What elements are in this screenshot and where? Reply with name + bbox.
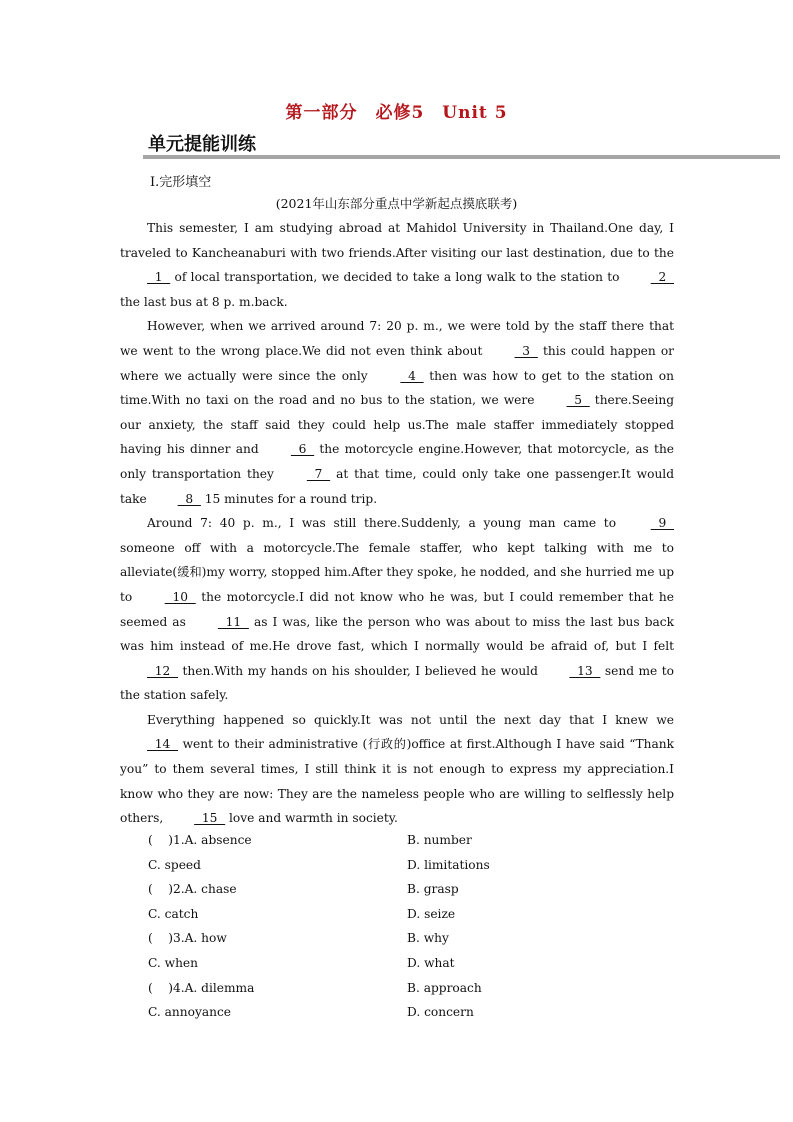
passage-text: went to their administrative (行政的)office at first.Although I have said “Thank you” to them several times, I still think it is not enough to express my appreciation.I know who they are now: They are the nameless people who are willing to selflessly help others, bbox=[120, 737, 674, 826]
blank-14: 14 bbox=[147, 737, 179, 752]
passage-text: Around 7: 40 p. m., I was still there.Suddenly, a young man came to bbox=[147, 516, 624, 531]
passage-text: This semester, I am studying abroad at Mahidol University in Thailand.One day, I traveled to Kancheanaburi with two friends.After visiting our last destination, due to the bbox=[120, 221, 674, 260]
option-a: ( )3.A. how bbox=[148, 931, 227, 946]
option-c: C. catch bbox=[148, 906, 199, 921]
question-4-row-ab bbox=[148, 976, 668, 1001]
question-2-row-ab bbox=[148, 877, 668, 902]
option-b: B. grasp bbox=[407, 882, 459, 897]
blank-8: 8 bbox=[177, 491, 201, 506]
blank-1: 1 bbox=[147, 270, 171, 285]
section-title: 单元提能训练 bbox=[148, 134, 256, 155]
passage-text: then.With my hands on his shoulder, I believed he would bbox=[178, 663, 543, 678]
option-b: B. why bbox=[407, 931, 449, 946]
passage-text: send me to the station safely. bbox=[120, 663, 674, 703]
passage-text: the motorcycle engine.However, that motorcycle, as the only transportation they bbox=[120, 442, 675, 481]
passage-text: of local transportation, we decided to take a long walk to the station to bbox=[170, 270, 624, 285]
passage-text: love and warmth in society. bbox=[225, 811, 398, 826]
passage-paragraph bbox=[120, 314, 674, 511]
passage-paragraph bbox=[120, 708, 674, 831]
question-4-row-cd bbox=[148, 1000, 668, 1025]
passage-text: this could happen or where we actually were since the only bbox=[120, 343, 674, 383]
option-d: D. what bbox=[407, 955, 455, 970]
question-1-row-cd bbox=[148, 853, 668, 878]
blank-9: 9 bbox=[650, 516, 674, 531]
question-3-row-ab bbox=[148, 926, 668, 951]
passage-paragraph bbox=[120, 511, 674, 708]
blank-12: 12 bbox=[147, 663, 179, 678]
blank-2: 2 bbox=[650, 270, 674, 285]
cloze-passage bbox=[120, 216, 674, 831]
blank-15: 15 bbox=[194, 811, 226, 826]
blank-10: 10 bbox=[164, 589, 196, 604]
question-2-row-cd bbox=[148, 902, 668, 927]
passage-text: the motorcycle.I did not know who he was, but I could remember that he seemed as bbox=[120, 589, 674, 629]
option-d: D. limitations bbox=[407, 857, 490, 872]
passage-text: However, when we arrived around 7: 20 p. m., we were told by the staff there that we went to the wrong place.We did not even think about bbox=[120, 319, 674, 358]
option-b: B. approach bbox=[407, 980, 482, 995]
option-c: C. when bbox=[148, 955, 198, 970]
option-d: D. concern bbox=[407, 1005, 474, 1020]
passage-text: someone off with a motorcycle.The female staffer, who kept talking with me to alleviate(缓和)my worry, stopped him.After they spoke, he nodded, and she hurried me up to bbox=[120, 540, 674, 604]
option-c: C. annoyance bbox=[148, 1005, 231, 1020]
question-1-row-ab bbox=[148, 828, 668, 853]
passage-paragraph bbox=[120, 216, 674, 314]
passage-text: then was how to get to the station on time.With no taxi on the road and no bus to the station, we were bbox=[120, 368, 674, 408]
option-a: ( )1.A. absence bbox=[148, 833, 252, 847]
answer-options bbox=[148, 828, 668, 1025]
passage-text: there.Seeing our anxiety, the staff said they could help us.The male staffer immediately stopped having his dinner and bbox=[120, 393, 675, 457]
option-b: B. number bbox=[407, 833, 472, 847]
section-divider bbox=[143, 155, 780, 159]
question-3-row-cd bbox=[148, 951, 668, 976]
passage-text: the last bus at 8 p. m.back. bbox=[120, 294, 288, 309]
page-title: 第一部分 必修5 Unit 5 bbox=[285, 103, 508, 123]
passage-text: Everything happened so quickly.It was not until the next day that I knew we bbox=[147, 712, 674, 727]
blank-4: 4 bbox=[400, 368, 424, 383]
blank-5: 5 bbox=[566, 393, 590, 408]
blank-11: 11 bbox=[217, 614, 249, 629]
blank-7: 7 bbox=[306, 466, 331, 481]
blank-13: 13 bbox=[569, 663, 601, 678]
option-a: ( )2.A. chase bbox=[148, 882, 237, 897]
part-label: Ⅰ.完形填空 bbox=[150, 175, 212, 190]
exam-source: (2021年山东部分重点中学新起点摸底联考) bbox=[275, 196, 518, 211]
option-a: ( )4.A. dilemma bbox=[148, 980, 255, 995]
passage-text: 15 minutes for a round trip. bbox=[200, 491, 378, 506]
option-d: D. seize bbox=[407, 906, 456, 921]
passage-text: at that time, could only take one passenger.It would take bbox=[120, 466, 674, 506]
passage-text: as I was, like the person who was about to miss the last bus back was him instead of me.He drove fast, which I normally would be afraid of, but I felt bbox=[120, 614, 674, 654]
blank-3: 3 bbox=[514, 343, 538, 358]
option-c: C. speed bbox=[148, 857, 201, 872]
blank-6: 6 bbox=[290, 442, 315, 457]
